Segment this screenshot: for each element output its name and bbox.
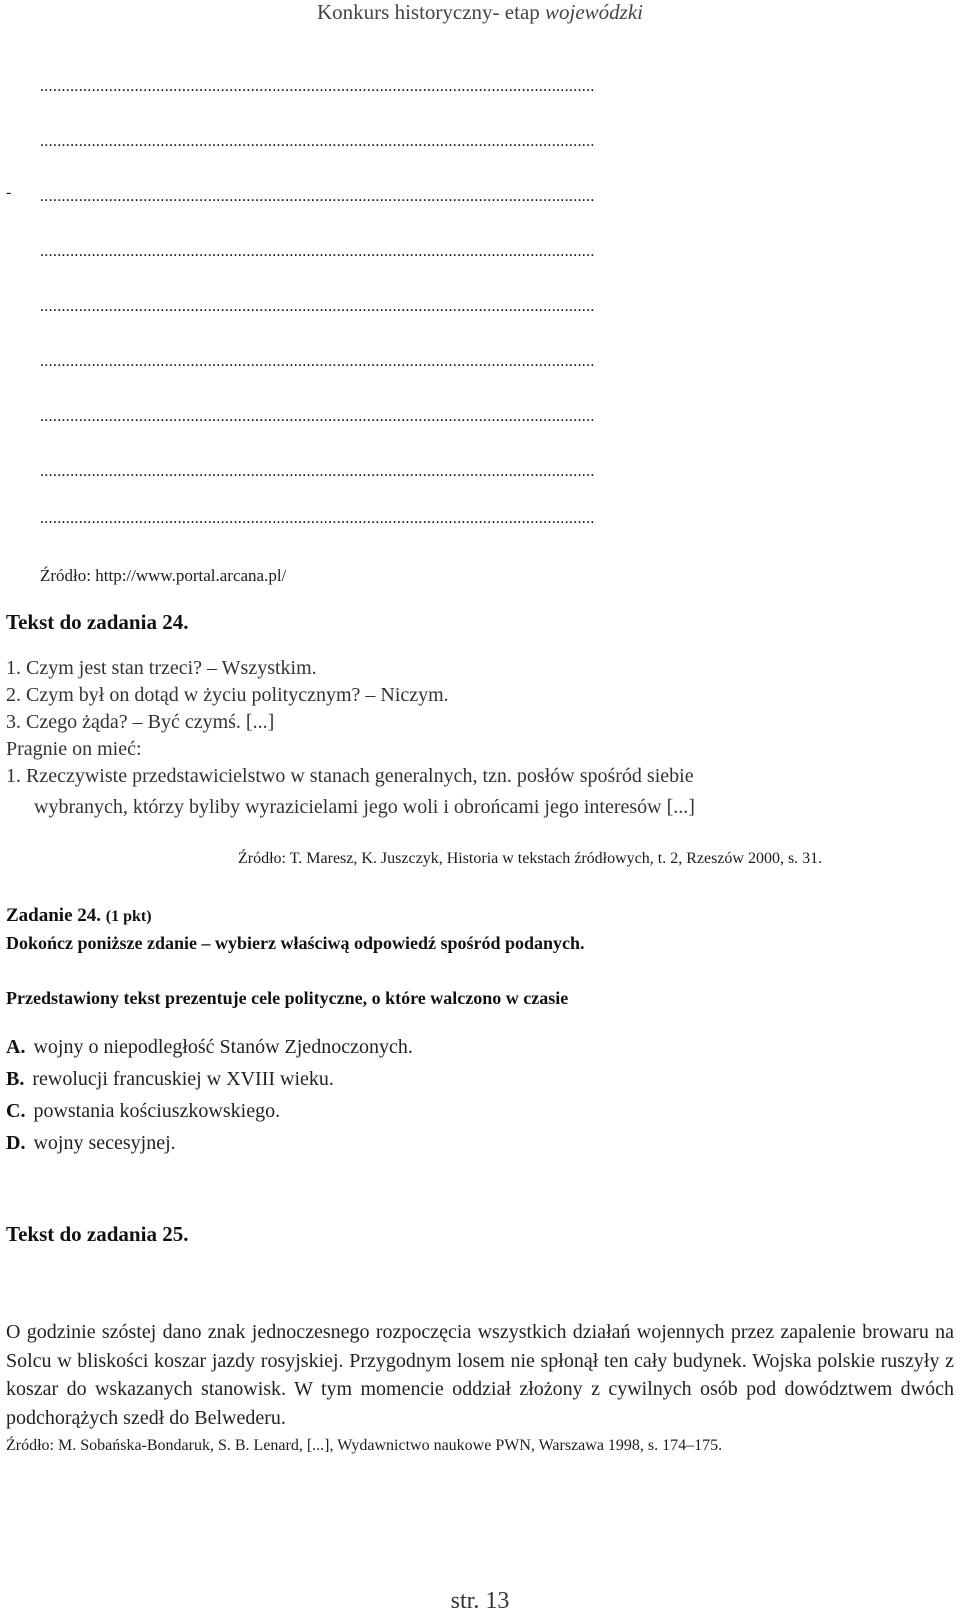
header-prefix: Konkurs historyczny- etap bbox=[316, 0, 546, 24]
answer-option-c[interactable] bbox=[6, 1100, 280, 1123]
option-text: wojny o niepodległość Stanów Zjednoczonych. bbox=[33, 1036, 413, 1058]
text24-line: 2. Czym był on dotąd w życiu politycznym? – Niczym. bbox=[6, 684, 449, 706]
text24-line: 1. Czym jest stan trzeci? – Wszystkim. bbox=[6, 657, 317, 679]
text25-paragraph: O godzinie szóstej dano znak jednoczesnego rozpoczęcia wszystkich działań wojennych przez zapalenie browaru na Solcu w bliskości koszar jazdy rosyjskiej. Przygodnym losem nie spłonął ten cały budynek. Wojska polskie ruszyły z koszar do wskazanych stanowisk. W tym momencie oddział złożony z cywilnych osób pod dowództwem dwóch podchorążych szedł do Belwederu. bbox=[6, 1321, 954, 1429]
text24-line: wybranych, którzy byliby wyrazicielami jego woli i obrońcami jego interesów [...] bbox=[34, 796, 695, 818]
source-citation: Źródło: M. Sobańska-Bondaruk, S. B. Lenard, [...], Wydawnictwo naukowe PWN, Warszawa 1998, s. 174–175. bbox=[6, 1437, 723, 1454]
task24-question: Przedstawiony tekst prezentuje cele polityczne, o które walczono w czasie bbox=[6, 988, 569, 1008]
answer-line: ................................................................................................................................. bbox=[40, 188, 595, 205]
task24-title bbox=[6, 905, 152, 927]
answer-option-b[interactable] bbox=[6, 1068, 334, 1091]
answer-option-a[interactable] bbox=[6, 1036, 413, 1059]
answer-option-d[interactable] bbox=[6, 1132, 176, 1155]
answer-line: ................................................................................................................................. bbox=[40, 298, 595, 315]
answer-line: ................................................................................................................................. bbox=[40, 353, 595, 370]
option-letter: B. bbox=[6, 1068, 25, 1090]
task24-points: (1 pkt) bbox=[105, 908, 152, 925]
header-stage: wojewódzki bbox=[545, 0, 644, 24]
option-text: powstania kościuszkowskiego. bbox=[33, 1100, 281, 1122]
option-text: rewolucji francuskiej w XVIII wieku. bbox=[32, 1068, 334, 1090]
list-dash: - bbox=[6, 184, 12, 201]
page-number: str. 13 bbox=[450, 1588, 510, 1614]
option-letter: A. bbox=[6, 1036, 26, 1058]
text24-heading: Tekst do zadania 24. bbox=[6, 610, 189, 634]
text24-line: Pragnie on mieć: bbox=[6, 738, 142, 760]
answer-line: ................................................................................................................................. bbox=[40, 78, 595, 95]
text24-line: 3. Czego żąda? – Być czymś. [...] bbox=[6, 711, 275, 733]
text24-line: 1. Rzeczywiste przedstawicielstwo w stanach generalnych, tzn. posłów spośród siebie bbox=[6, 765, 694, 787]
task24-instruction: Dokończ poniższe zdanie – wybierz właściwą odpowiedź spośród podanych. bbox=[6, 933, 585, 953]
source-citation: Źródło: http://www.portal.arcana.pl/ bbox=[40, 566, 287, 585]
answer-line: ................................................................................................................................. bbox=[40, 510, 595, 527]
answer-line: ................................................................................................................................. bbox=[40, 408, 595, 425]
answer-line: ................................................................................................................................. bbox=[40, 463, 595, 480]
source-citation: Źródło: T. Maresz, K. Juszczyk, Historia w tekstach źródłowych, t. 2, Rzeszów 2000, s. 31. bbox=[238, 850, 823, 867]
answer-line: ................................................................................................................................. bbox=[40, 133, 595, 150]
text25-heading: Tekst do zadania 25. bbox=[6, 1222, 189, 1246]
option-letter: C. bbox=[6, 1100, 26, 1122]
page-header bbox=[0, 0, 960, 25]
option-text: wojny secesyjnej. bbox=[33, 1132, 176, 1154]
task24-number: Zadanie 24. bbox=[6, 905, 102, 926]
option-letter: D. bbox=[6, 1132, 26, 1154]
answer-line: ................................................................................................................................. bbox=[40, 243, 595, 260]
